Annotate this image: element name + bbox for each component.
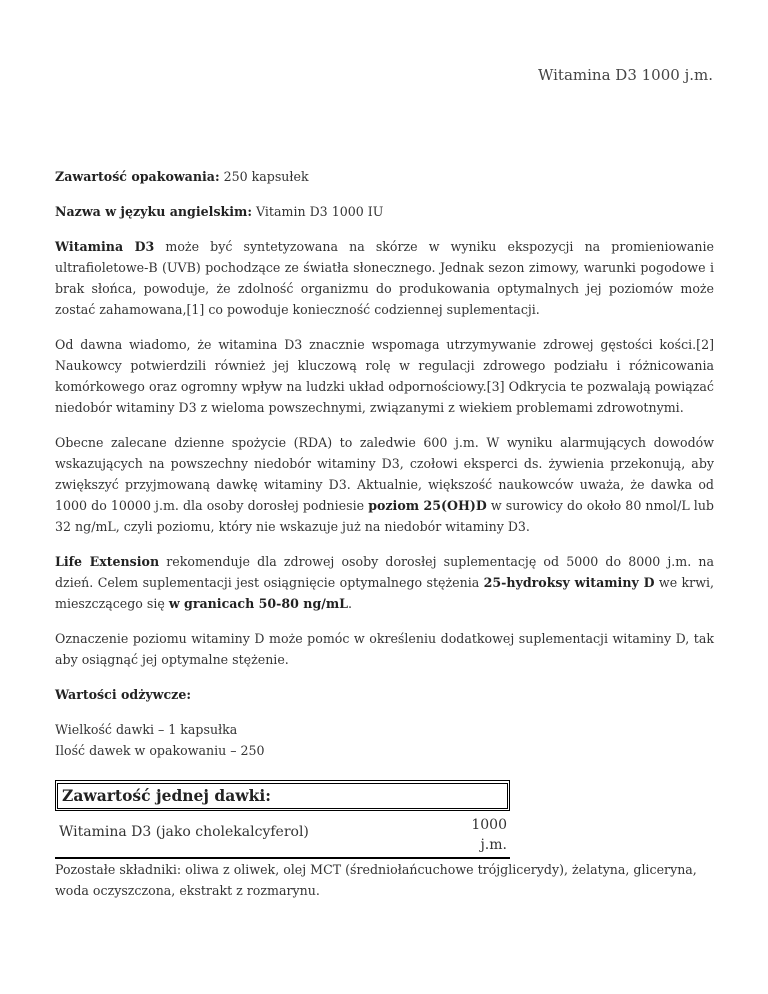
english-name-info (55, 201, 714, 222)
ingredient-name: Witamina D3 (jako cholekalcyferol) (59, 824, 309, 840)
paragraph-le-text3: . (348, 596, 353, 611)
packaging-info (55, 166, 714, 187)
english-name-value: Vitamin D3 1000 IU (252, 204, 384, 219)
ingredient-amount (461, 815, 510, 855)
table-row (55, 811, 510, 859)
vitamin-d3-bold: Witamina D3 (55, 239, 155, 254)
hydroxy-bold: 25-hydroksy witaminy D (483, 575, 655, 590)
amount-unit: j.m. (480, 837, 507, 853)
amount-value: 1000 (471, 817, 507, 833)
paragraph-rda-bold: poziom 25(OH)D (368, 498, 487, 513)
paragraph-rda (55, 432, 714, 537)
paragraph-le-text2: we krwi, mieszczącego się (55, 575, 715, 611)
page-title: Witamina D3 1000 j.m. (537, 66, 713, 84)
paragraph-uvb (55, 236, 714, 320)
life-extension-bold: Life Extension (55, 554, 160, 569)
packaging-value: 250 kapsułek (219, 169, 309, 184)
packaging-label: Zawartość opakowania: (55, 169, 220, 184)
other-ingredients: Pozostałe składniki: oliwa z oliwek, olej MCT (średniołańcuchowe trójglicerydy), żelatyna, gliceryna, woda oczyszczona, ekstrakt z rozmarynu. (55, 862, 697, 898)
serving-size: Wielkość dawki – 1 kapsułka (55, 722, 238, 737)
paragraph-le-text1: rekomenduje dla zdrowej osoby dorosłej suplementację od 5000 do 8000 j.m. na dzień. Celem suplementacji jest osiągnięcie optymalnego stężenia (55, 554, 714, 590)
english-name-label: Nazwa w języku angielskim: (55, 204, 253, 219)
nutrition-table-header: Zawartość jednej dawki: (55, 780, 510, 811)
paragraph-rda-text2: w surowicy do około 80 nmol/L lub 32 ng/mL, czyli poziomu, który nie wskazuje już na niedobór witaminy D3. (55, 498, 714, 534)
paragraph-rda-text1: Obecne zalecane dzienne spożycie (RDA) to zaledwie 600 j.m. W wyniku alarmujących dowodów wskazujących na powszechny niedobór witaminy D3, czołowi eksperci ds. żywienia przekonują, aby zwiększyć przyjmowaną dawkę witaminy D3. Aktualnie, większość naukowców uważa, że dawka od 1000 do 10000 j.m. dla osoby dorosłej podniesie (55, 435, 714, 513)
nutrition-table (55, 780, 510, 859)
product-description (55, 166, 714, 915)
paragraph-life-extension (55, 551, 714, 614)
paragraph-uvb-text: może być syntetyzowana na skórze w wyniku ekspozycji na promieniowanie ultrafioletowe-B (UVB) pochodzące ze światła słonecznego. Jednak sezon zimowy, warunki pogodowe i brak słońca, powoduje, że zdolność organizmu do produkowania optymalnych jej poziomów może zostać zahamowana,[1] co powoduje konieczność codziennej suplementacji. (55, 239, 714, 317)
range-bold: w granicach 50-80 ng/mL (168, 596, 349, 611)
servings-count: Ilość dawek w opakowaniu – 250 (55, 743, 265, 758)
paragraph-bones: Od dawna wiadomo, że witamina D3 znacznie wspomaga utrzymywanie zdrowej gęstości kości.[2] Naukowcy potwierdzili również jej kluczową rolę w regulacji zdrowego podziału i różnicowania komórkowego oraz ogromny wpływ na ludzki układ odpornościowy.[3] Odkrycia te pozwalają powiązać niedobór witaminy D3 z wieloma powszechnymi, związanymi z wiekiem problemami zdrowotnymi. (55, 337, 714, 415)
paragraph-testing: Oznaczenie poziomu witaminy D może pomóc w określeniu dodatkowej suplementacji witaminy D, tak aby osiągnąć jej optymalne stężenie. (55, 631, 714, 667)
nutrition-heading-text: Wartości odżywcze: (55, 687, 191, 702)
nutrition-heading (55, 684, 714, 705)
